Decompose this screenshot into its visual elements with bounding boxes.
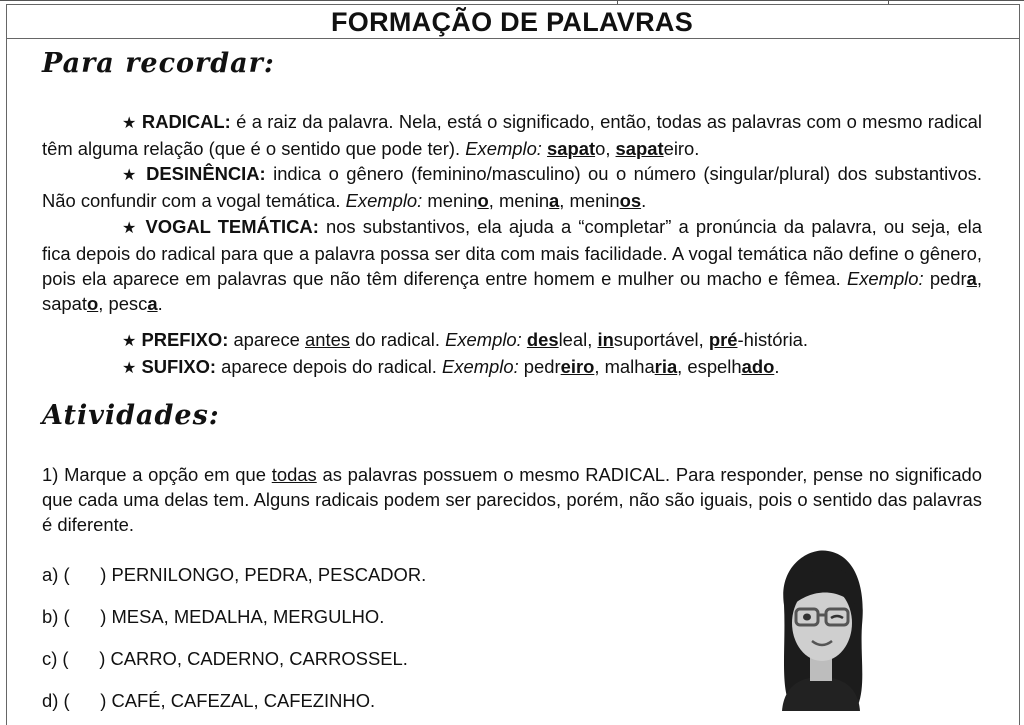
title-divider xyxy=(6,38,1019,39)
sufixo-label: SUFIXO: xyxy=(141,356,217,377)
paragraph-sufixo: ★ SUFIXO: aparece depois do radical. Exemplo: pedreiro, malharia, espelhado. xyxy=(122,356,780,377)
heading-atividades: Atividades: xyxy=(42,400,220,431)
prefixo-label: PREFIXO: xyxy=(141,329,229,350)
star-icon: ★ xyxy=(122,333,137,350)
option-c[interactable]: c) ( ) CARRO, CADERNO, CARROSSEL. xyxy=(42,648,408,669)
desinencia-label: DESINÊNCIA: xyxy=(146,163,266,184)
star-icon: ★ xyxy=(122,220,139,237)
option-d[interactable]: d) ( ) CAFÉ, CAFEZAL, CAFEZINHO. xyxy=(42,690,376,711)
paragraph-vogal-tematica: ★ VOGAL TEMÁTICA: nos substantivos, ela ajuda a “completar” a pronúncia da palavra, ou seja, ela fica depois do radical para que a palavra possa ser dita com mais facilidade. A vogal temática não define o gênero, pois ela aparece em palavras que não têm diferença entre homem e mulher ou macho e fêmea. Exemplo: pedra, sapato, pesca. xyxy=(42,216,982,314)
paragraph-desinencia: ★ DESINÊNCIA: indica o gênero (feminino/masculino) ou o número (singular/plural) dos substantivos. Não confundir com a vogal temática. Exemplo: menino, menina, meninos. xyxy=(42,163,982,211)
star-icon: ★ xyxy=(122,115,137,132)
page-title: FORMAÇÃO DE PALAVRAS xyxy=(331,7,693,37)
paragraph-prefixo: ★ PREFIXO: aparece antes do radical. Exemplo: desleal, insuportável, pré-história. xyxy=(122,329,809,350)
teacher-avatar xyxy=(770,545,870,711)
star-icon: ★ xyxy=(122,360,137,377)
heading-para-recordar: Para recordar: xyxy=(42,48,275,79)
option-a[interactable]: a) ( ) PERNILONGO, PEDRA, PESCADOR. xyxy=(42,564,427,585)
vogal-label: VOGAL TEMÁTICA: xyxy=(145,216,319,237)
paragraph-radical: ★ RADICAL: é a raiz da palavra. Nela, está o significado, então, todas as palavras com o mesmo radical têm alguma relação (que é o sentido que pode ter). Exemplo: sapato, sapateiro. xyxy=(42,111,982,159)
option-b[interactable]: b) ( ) MESA, MEDALHA, MERGULHO. xyxy=(42,606,385,627)
radical-label: RADICAL: xyxy=(141,111,231,132)
star-icon: ★ xyxy=(122,167,139,184)
question-1: 1) Marque a opção em que todas as palavras possuem o mesmo RADICAL. Para responder, pense no significado que cada uma delas tem. Alguns radicais podem ser parecidos, porém, não são iguais, pois o sentido das palavras é diferente. xyxy=(42,464,982,535)
